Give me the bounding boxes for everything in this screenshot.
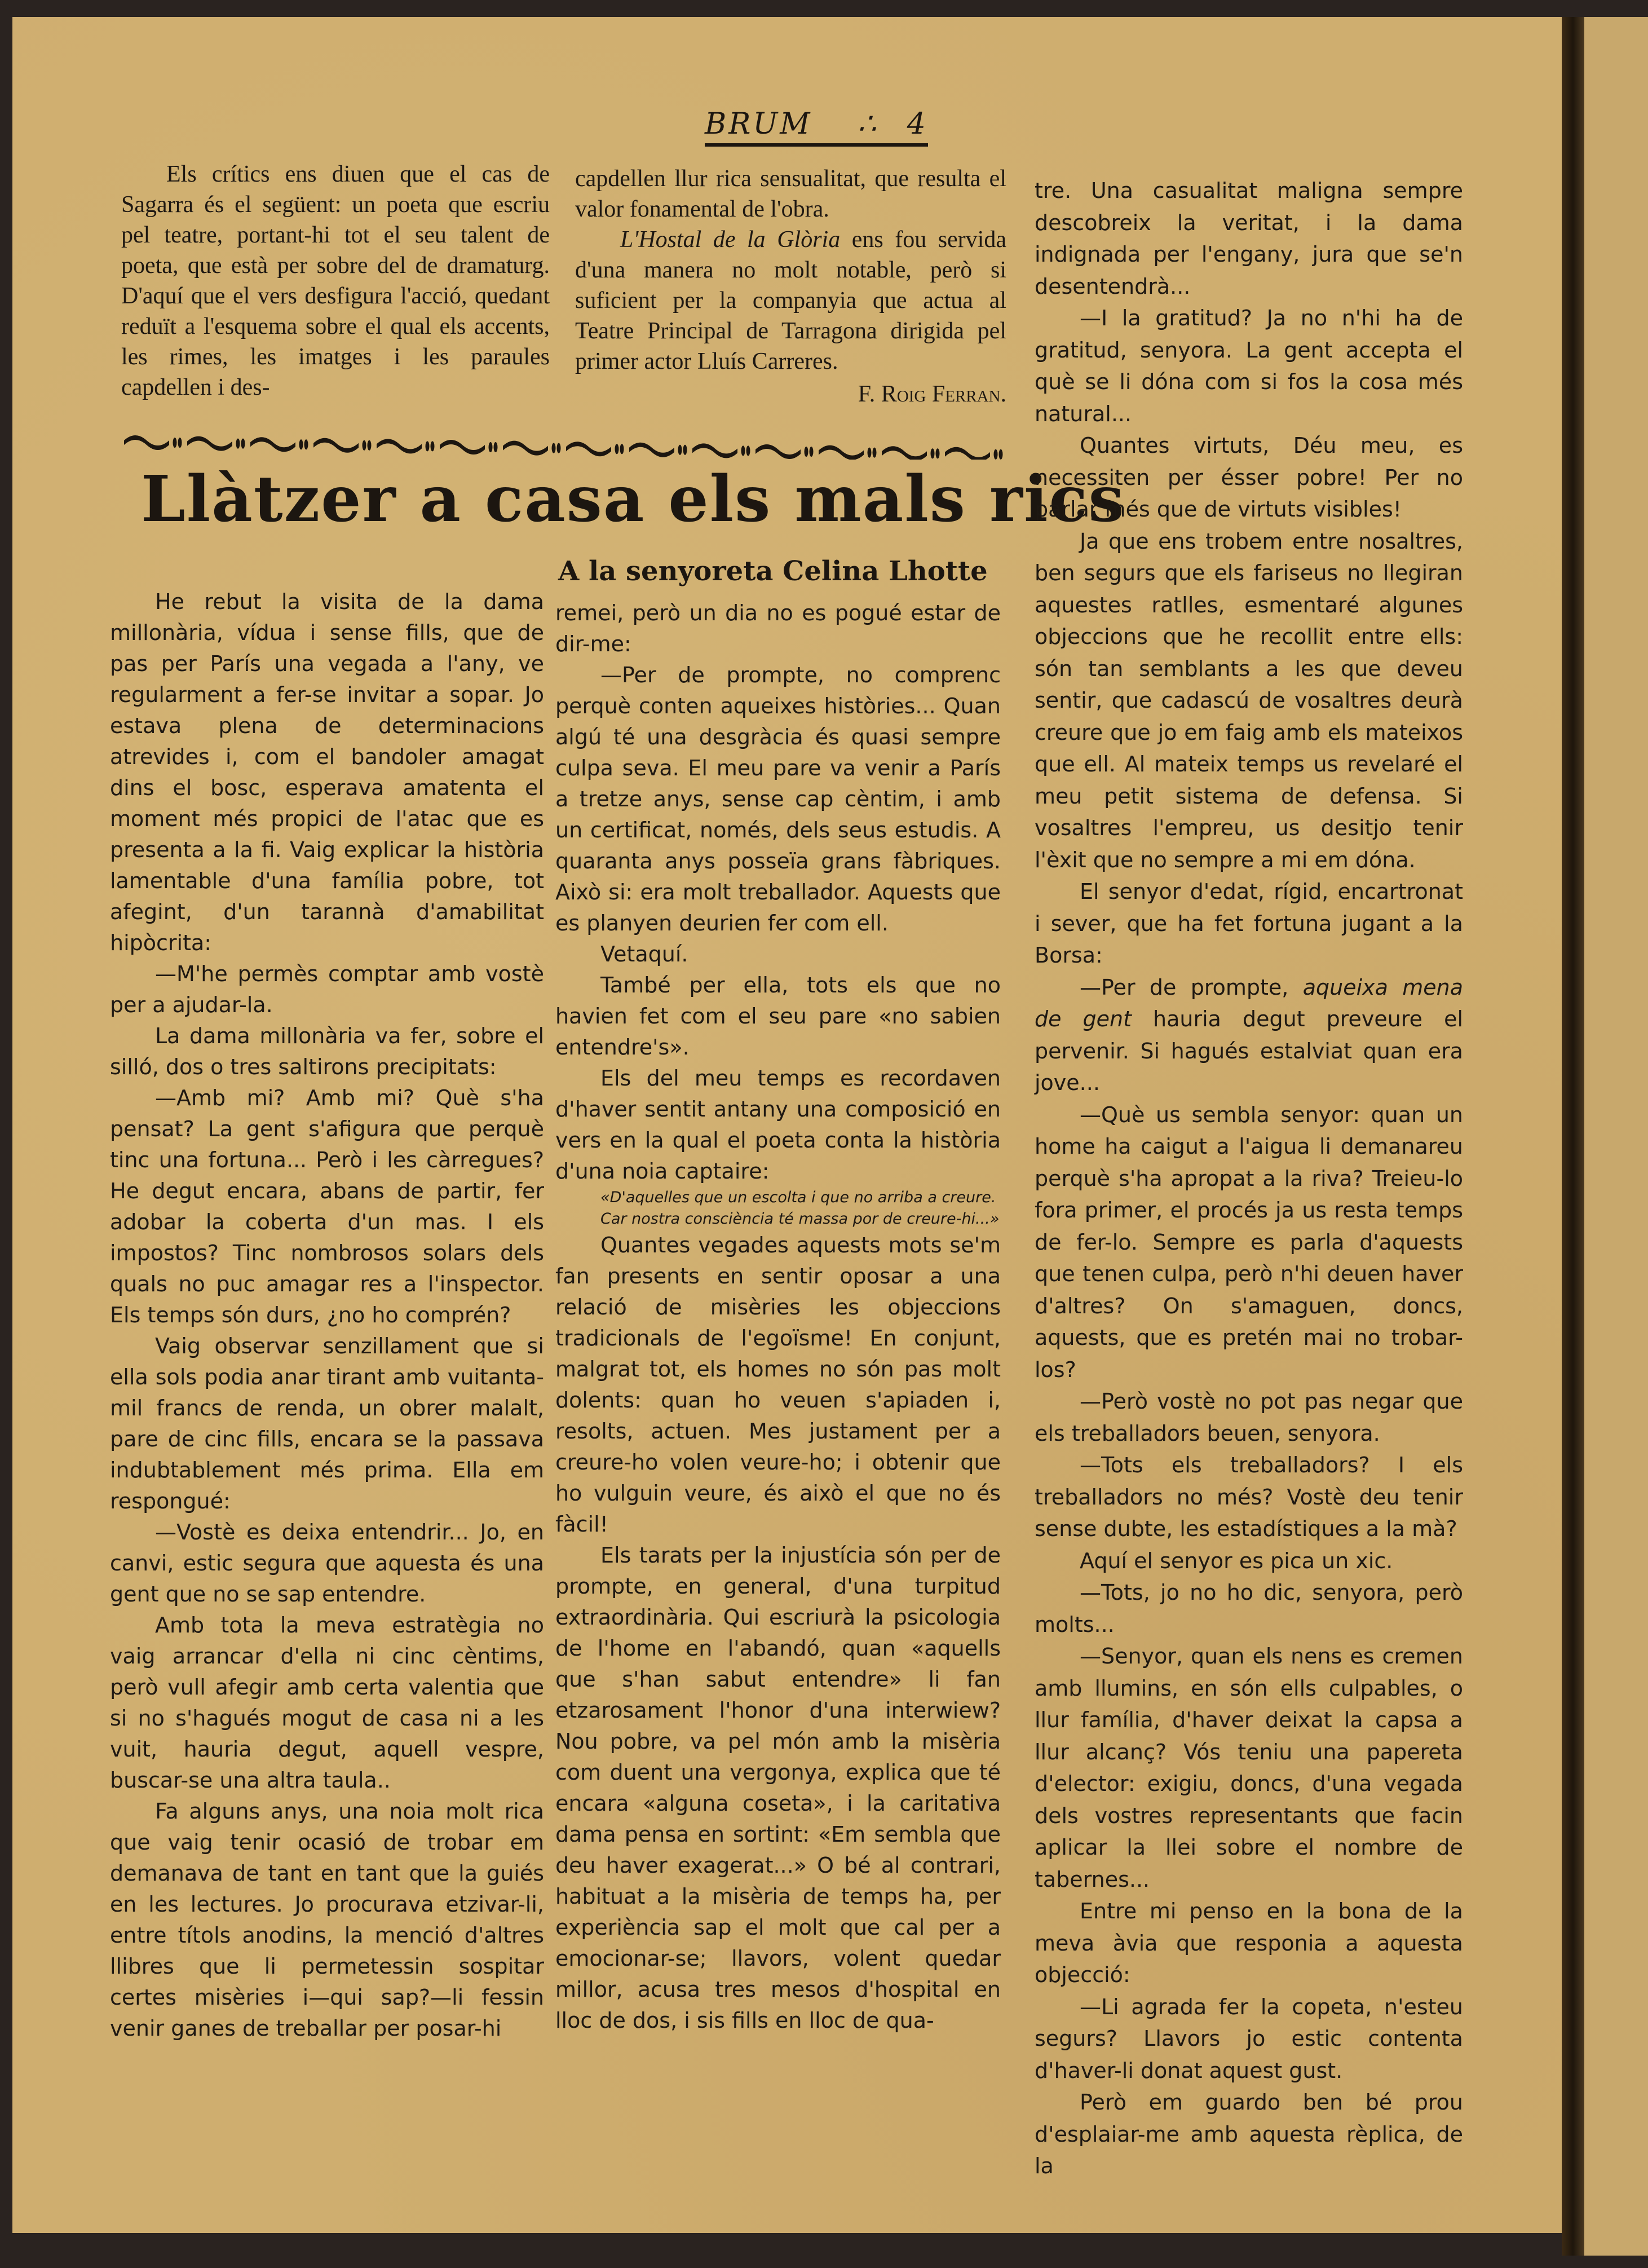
- paragraph: —M'he permès comptar amb vostè per a ajudar-la.: [110, 961, 544, 1017]
- emphasis: aqueixa mena de gent: [1035, 974, 1463, 1031]
- ornament-wave: [124, 435, 169, 450]
- paragraph: Vaig observar senzillament que si ella sols podia anar tirant amb vuitanta-mil francs de renda, un obrer malalt, pare de cinc fills, encara se la passava indubtablement més prima. Ella em respongué:: [110, 1334, 544, 1514]
- paragraph: —Vostè es deixa entendrir... Jo, en canvi, estic segura que aquesta és una gent que no se sap entendre.: [110, 1520, 544, 1607]
- wavy-rule-ornament-icon: [116, 426, 1006, 460]
- paragraph: Però em guardo ben bé prou d'esplaiar-me amb aquesta rèplica, de la: [1035, 2090, 1463, 2178]
- ornament-dot: [178, 438, 182, 448]
- ornament-dot: [363, 440, 366, 451]
- ornament-dot: [552, 443, 556, 453]
- paragraph: Els tarats per la injustícia són per de prompte, en general, d'una turpitud extraordinària. Qui escriurà la psicologia de l'home en l'abandó, quan «aquells que s'han sabut entendre» li fan etzarosament l'honor d'una interwiew? Nou pobre, va pel món amb la misèria com duent una vergonya, explica que té encara «alguna coseta», i la caritativa dama pensa en sortint: «Em sembla que deu haver exagerat...» O bé al contrari, habituat a la misèria de temps ha, per experiència sap el molt que cal per a emocionar-se; llavors, volent quedar millor, acusa tres mesos d'hospital en lloc de dos, i sis fills en lloc de qua-: [555, 1543, 1001, 2033]
- ornament-dot: [489, 442, 493, 452]
- article-column-2: [555, 598, 1001, 2036]
- ornament-wave: [187, 436, 232, 451]
- paragraph: Entre mi penso en la bona de la meva àvia que responia a aquesta objecció:: [1035, 1899, 1463, 1987]
- ornament-wave: [692, 443, 737, 458]
- ornament-dot: [431, 441, 435, 451]
- paragraph: Amb tota la meva estratègia no vaig arrancar d'ella ni cinc cèntims, però vull afegir amb certa valentia que si no s'hagués mogut de casa ni a les vuit, hauria degut, aquell vespre, buscar-se una altra taula..: [110, 1613, 544, 1793]
- article-column-1: [110, 586, 544, 2044]
- ornament-dot: [936, 448, 940, 458]
- ornament-dot: [368, 440, 372, 451]
- previous-article-column-2: [575, 164, 1006, 409]
- verse-line: «D'aquelles que un escolta i que no arriba a creure.: [600, 1189, 996, 1206]
- ornament-wave: [440, 440, 485, 455]
- ornament-dot: [678, 445, 682, 455]
- paragraph: —Tots els treballadors? I els treballadors no més? Vostè deu tenir sense dubte, les estadístiques a la mà?: [1035, 1453, 1463, 1541]
- ornament-wave: [629, 443, 674, 457]
- ornament-dot: [868, 448, 872, 458]
- paragraph: capdellen llur rica sensualitat, que resulta el valor fonamental de l'obra.: [575, 166, 1006, 222]
- book-spine: [1562, 17, 1584, 2256]
- paragraph: tre. Una casualitat maligna sempre descobreix la veritat, i la dama indignada per l'engany, jura que se'n desentendrà...: [1035, 178, 1463, 299]
- paragraph: —Per de prompte, aqueixa mena de gent hauria degut preveure el pervenir. Si hagués estalviat quan era jove...: [1035, 974, 1464, 1095]
- ornament-dot: [683, 445, 687, 455]
- paragraph: —Tots, jo no ho dic, senyora, però molts...: [1035, 1580, 1463, 1637]
- ornament-dot: [931, 448, 935, 458]
- publication-name: BRUM: [705, 107, 812, 141]
- ornament-dot: [805, 447, 808, 457]
- ornament-dot: [304, 439, 308, 449]
- ornament-dot: [746, 445, 750, 456]
- paragraph: —Però vostè no pot pas negar que els treballadors beuen, senyora.: [1035, 1389, 1463, 1446]
- paragraph: Ja que ens trobem entre nosaltres, ben segurs que els fariseus no llegiran aquestes ratlles, esmentaré algunes objeccions que he recollit entre ells: són tan semblants a les que deveu sentir, que cadascú de vosaltres deurà creure que jo em faig amb els mateixos que ell. Al mateix temps us revelaré el meu petit sistema de defensa. Si vosaltres l'empreu, us desitjo tenir l'èxit que no sempre a mi em dóna.: [1035, 528, 1463, 872]
- paragraph: Els crítics ens diuen que el cas de Sagarra és el següent: un poeta que escriu pel teatre, portant-hi tot el seu talent de poeta, que està per sobre del de dramaturg. D'aquí que el vers desfigura l'acció, quedant reduït a l'esquema sobre el qual els accents, les rimes, les imatges i les paraules capdellen i des-: [121, 161, 550, 400]
- paragraph: Quantes virtuts, Déu meu, es necessiten per ésser pobre! Per no parlar més que de virtuts visibles!: [1035, 433, 1463, 522]
- header-separator: ∴: [857, 107, 879, 141]
- paragraph: —Senyor, quan els nens es cremen amb llumins, en són ells culpables, o llur família, d'haver deixat la capsa a llur alcanç? Vós teniu una papereta d'elector: exigiu, doncs, d'una vegada dels vostres representants que facin aplicar la llei sobre el nombre de tabernes...: [1035, 1644, 1463, 1892]
- paragraph: —Què us sembla senyor: quan un home ha caigut a l'aigua li demanareu perquè s'ha apropat a la riva? Treieu-lo fora primer, el procés ja us resta temps de fer-lo. Sempre es parla d'aquests que tenen culpa, però n'hi deuen haver d'altres? On s'amaguen, doncs, aquests, que es pretén mai no trobar-los?: [1035, 1102, 1463, 1382]
- paragraph: He rebut la visita de la dama millonària, vídua i sense fills, que de pas per París una vegada a l'any, ve regularment a fer-se invitar a sopar. Jo estava plena de determinacions atrevides i, com el bandoler amagat dins el bosc, esperava amatenta el moment més propici de l'atac que es presenta a la fi. Vaig explicar la història lamentable d'una família pobre, tot afegint, d'un tarannà d'amabilitat hipòcrita:: [110, 589, 544, 955]
- ornament-dot: [236, 439, 240, 449]
- adjacent-page-edge: [1584, 17, 1648, 2256]
- ornament-dot: [557, 443, 561, 453]
- paragraph: Els del meu temps es recordaven d'haver sentit antany una composició en vers en la qual el poeta conta la història d'una noia captaire:: [555, 1066, 1001, 1184]
- ornament-dot: [241, 439, 245, 449]
- ornament-wave: [250, 437, 295, 452]
- ornament-wave: [882, 446, 927, 460]
- ornament-wave: [566, 442, 611, 456]
- article-title: Llàtzer a casa els mals rics: [141, 462, 1125, 536]
- paragraph: remei, però un dia no es pogué estar de dir-me:: [555, 601, 1001, 656]
- ornament-dot: [615, 444, 619, 454]
- paragraph: —Li agrada fer la copeta, n'esteu segurs? Llavors jo estic contenta d'haver-li donat aquest gust.: [1035, 1994, 1463, 2083]
- ornament-dot: [873, 448, 877, 458]
- ornament-dot: [994, 449, 998, 460]
- ornament-dot: [810, 447, 814, 457]
- ornament-wave: [819, 445, 864, 460]
- article-column-3: [1035, 175, 1463, 2182]
- ornament-wave: [377, 439, 422, 453]
- paragraph: Quantes vegades aquests mots se'm fan presents en sentir oposar a una relació de misèries les objeccions tradicionals de l'egoïsme! En conjunt, malgrat tot, els homes no són pas molt dolents: quan ho veuen s'apiaden i, resolts, actuen. Mes justament per a creure-ho volen veure-ho; i obtenir que ho vulguin veure, és això el que no és fàcil!: [555, 1233, 1001, 1537]
- paragraph: Fa alguns anys, una noia molt rica que vaig tenir ocasió de trobar em demanava de tant en tant que la guiés en les lectures. Jo procurava etzivar-li, entre títols anodins, la menció d'altres llibres que li permetessin sospitar certes misèries i—qui sap?—li fessin venir ganes de treballar per posar-hi: [110, 1799, 544, 2041]
- ornament-dot: [494, 442, 498, 452]
- paragraph: Vetaquí.: [600, 942, 688, 967]
- paragraph: L'Hostal de la Glòria ens fou servida d'una manera no molt notable, però si suficient per la companyia que actua al Teatre Principal de Tarragona dirigida pel primer actor Lluís Carreres.: [575, 227, 1006, 374]
- article-dedication: A la senyoreta Celina Lhotte: [558, 555, 988, 587]
- paragraph: La dama millonària va fer, sobre el silló, dos o tres saltirons precipitats:: [110, 1023, 544, 1079]
- paragraph: El senyor d'edat, rígid, encartronat i sever, que ha fet fortuna jugant a la Borsa:: [1035, 879, 1463, 968]
- verse-quote: [555, 1187, 1001, 1230]
- ornament-wave: [503, 441, 548, 456]
- ornament-dot: [173, 438, 177, 448]
- paragraph: —Amb mi? Amb mi? Què s'ha pensat? La gent s'afigura que perquè tinc una fortuna... Però i les càrregues? He degut encara, abans de partir, fer adobar la coberta d'un mas. I els impostos? Tinc nombrosos solars dels quals no puc amagar res a l'inspector. Els temps són durs, ¿no ho comprén?: [110, 1086, 544, 1327]
- page-header: [705, 107, 928, 147]
- ornament-wave: [313, 438, 359, 453]
- verse-line: Car nostra consciència té massa por de creure-hi...»: [600, 1210, 1000, 1228]
- ornament-dot: [299, 439, 303, 449]
- paragraph: Aquí el senyor es pica un xic.: [1080, 1548, 1393, 1573]
- author-signature: F. Roig Ferran.: [858, 381, 1006, 407]
- ornament-dot: [426, 441, 430, 451]
- ornament-dot: [999, 449, 1003, 460]
- play-title: L'Hostal de la Glòria: [620, 227, 841, 253]
- ornament-dot: [620, 444, 624, 454]
- paragraph: També per ella, tots els que no havien fet com el seu pare «no sabien entendre's».: [555, 973, 1001, 1060]
- paragraph: —I la gratitud? Ja no n'hi ha de gratitud, senyora. La gent accepta el què se li dóna com si fos la cosa més natural...: [1035, 306, 1463, 426]
- previous-article-column-1: [121, 159, 550, 403]
- ornament-dot: [741, 445, 745, 456]
- paragraph: —Per de prompte, no comprenc perquè conten aqueixes històries... Quan algú té una desgràcia és quasi sempre culpa seva. El meu pare va venir a París a tretze anys, sense cap cèntim, i amb un certificat, només, dels seus estudis. A quaranta anys posseïa grans fàbriques. Això si: era molt treballador. Aquests que es planyen deurien fer com ell.: [555, 663, 1001, 936]
- page-number: 4: [907, 107, 928, 141]
- ornament-wave: [755, 444, 801, 459]
- ornament-wave: [945, 447, 990, 460]
